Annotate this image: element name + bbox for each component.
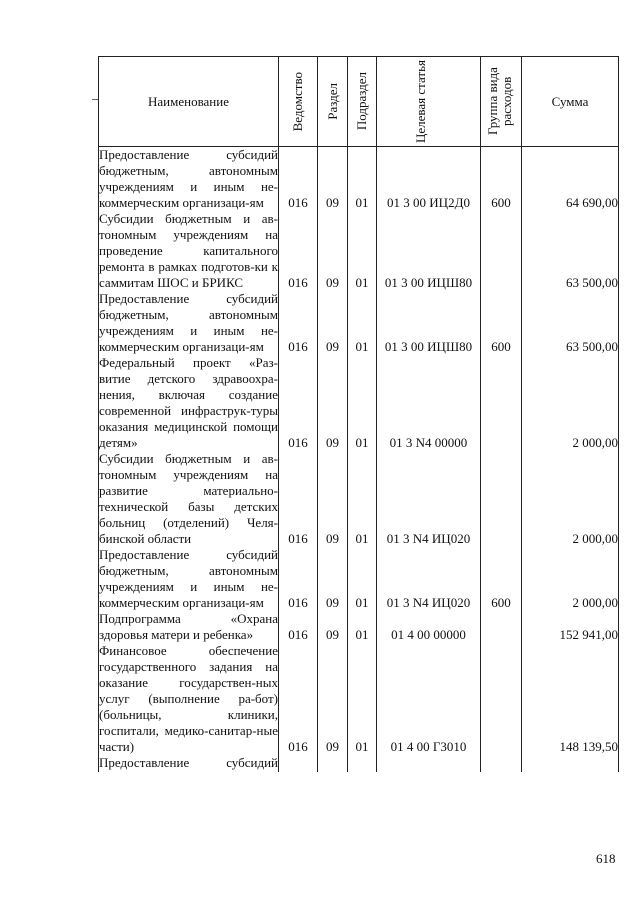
header-razdel: Раздел (318, 57, 348, 147)
cell-name: Субсидии бюджетным и ав-тономным учреждениям на развитие материально-технической базы детских больниц (отделений) Челя-бинской области (99, 451, 278, 546)
cell-razdel: 09 (318, 643, 348, 755)
table-row (99, 355, 619, 451)
cell-vid: 600 (481, 147, 522, 212)
table-row (99, 547, 619, 611)
cell-ved: 016 (279, 643, 318, 755)
cell-statya: 01 3 00 ИЦШ80 (377, 211, 481, 291)
cell-summa: 2 000,00 (522, 451, 619, 547)
cell-vid (481, 643, 522, 755)
cell-vid (481, 451, 522, 547)
cell-summa: 64 690,00 (522, 147, 619, 212)
cell-podrazdel: 01 (348, 355, 377, 451)
cell-ved: 016 (279, 611, 318, 643)
cell-statya: 01 4 00 Г3010 (377, 643, 481, 755)
cell-ved: 016 (279, 547, 318, 611)
cell-vid (481, 611, 522, 643)
header-name: Наименование (99, 57, 279, 147)
cell-podrazdel: 01 (348, 451, 377, 547)
cell-summa: 63 500,00 (522, 211, 619, 291)
cell-razdel (318, 755, 348, 772)
cell-summa (522, 755, 619, 772)
cell-name: Субсидии бюджетным и ав-тономным учреждениям на проведение капитального ремонта в рамках подготов-ки к саммитам ШОС и БРИКС (99, 211, 278, 290)
page-number: 618 (596, 851, 616, 866)
cell-statya (377, 755, 481, 772)
cell-name: Предоставление субсидий бюджетным, автономным учреждениям и иным не-коммерческим организаци-ям (99, 147, 278, 210)
cell-vid: 600 (481, 291, 522, 355)
table-row (99, 291, 619, 355)
budget-table (98, 56, 619, 772)
header-vedomstvo: Ведомство (279, 57, 318, 147)
cell-vid: 600 (481, 547, 522, 611)
table-row (99, 211, 619, 291)
cell-summa: 2 000,00 (522, 547, 619, 611)
cell-razdel: 09 (318, 211, 348, 291)
header-summa: Сумма (522, 57, 619, 147)
cell-summa: 148 139,50 (522, 643, 619, 755)
header-gruppa: Группа вида расходов (481, 57, 522, 147)
cell-podrazdel: 01 (348, 547, 377, 611)
cell-razdel: 09 (318, 147, 348, 212)
cell-name: Предоставление субсидий бюджетным, автономным учреждениям и иным не-коммерческим организаци-ям (99, 291, 278, 354)
cell-razdel: 09 (318, 611, 348, 643)
cell-podrazdel: 01 (348, 211, 377, 291)
cell-statya: 01 3 N4 00000 (377, 355, 481, 451)
header-row (99, 57, 619, 147)
cell-statya: 01 3 00 ИЦШ80 (377, 291, 481, 355)
cell-podrazdel: 01 (348, 611, 377, 643)
cell-name: Предоставление субсидий бюджетным, автономным учреждениям и иным не-коммерческим организаци-ям (99, 547, 278, 610)
cell-vid (481, 211, 522, 291)
cell-summa: 2 000,00 (522, 355, 619, 451)
cell-vid (481, 355, 522, 451)
table-row (99, 755, 619, 772)
table-row (99, 451, 619, 547)
cell-razdel: 09 (318, 355, 348, 451)
cell-ved (279, 755, 318, 772)
cell-statya: 01 3 00 ИЦ2Д0 (377, 147, 481, 212)
cell-podrazdel: 01 (348, 291, 377, 355)
cell-name: Предоставление субсидий (99, 755, 278, 770)
header-celevaya: Целевая статья (377, 57, 481, 147)
cell-summa: 63 500,00 (522, 291, 619, 355)
cell-summa: 152 941,00 (522, 611, 619, 643)
cell-statya: 01 3 N4 ИЦ020 (377, 547, 481, 611)
cell-name: Подпрограмма «Охрана здоровья матери и ребенка» (99, 611, 278, 642)
table-row (99, 643, 619, 755)
cell-vid (481, 755, 522, 772)
cell-name: Федеральный проект «Раз-витие детского здравоохра-нения, включая создание современной инфраструк-туры оказания медицинской помощи детям» (99, 355, 278, 450)
cell-ved: 016 (279, 355, 318, 451)
cell-statya: 01 3 N4 ИЦ020 (377, 451, 481, 547)
cell-ved: 016 (279, 147, 318, 212)
cell-podrazdel: 01 (348, 147, 377, 212)
header-podrazdel: Подраздел (348, 57, 377, 147)
table-row (99, 611, 619, 643)
cell-razdel: 09 (318, 451, 348, 547)
table-row (99, 147, 619, 212)
cell-razdel: 09 (318, 547, 348, 611)
cell-razdel: 09 (318, 291, 348, 355)
cell-ved: 016 (279, 211, 318, 291)
cell-statya: 01 4 00 00000 (377, 611, 481, 643)
cell-ved: 016 (279, 291, 318, 355)
cell-name: Финансовое обеспечение государственного задания на оказание государствен-ных услуг (выполнение ра-бот) (больницы, клиники, госпитали, медико-санитар-ные части) (99, 643, 278, 754)
cell-ved: 016 (279, 451, 318, 547)
cell-podrazdel: 01 (348, 643, 377, 755)
cell-podrazdel (348, 755, 377, 772)
